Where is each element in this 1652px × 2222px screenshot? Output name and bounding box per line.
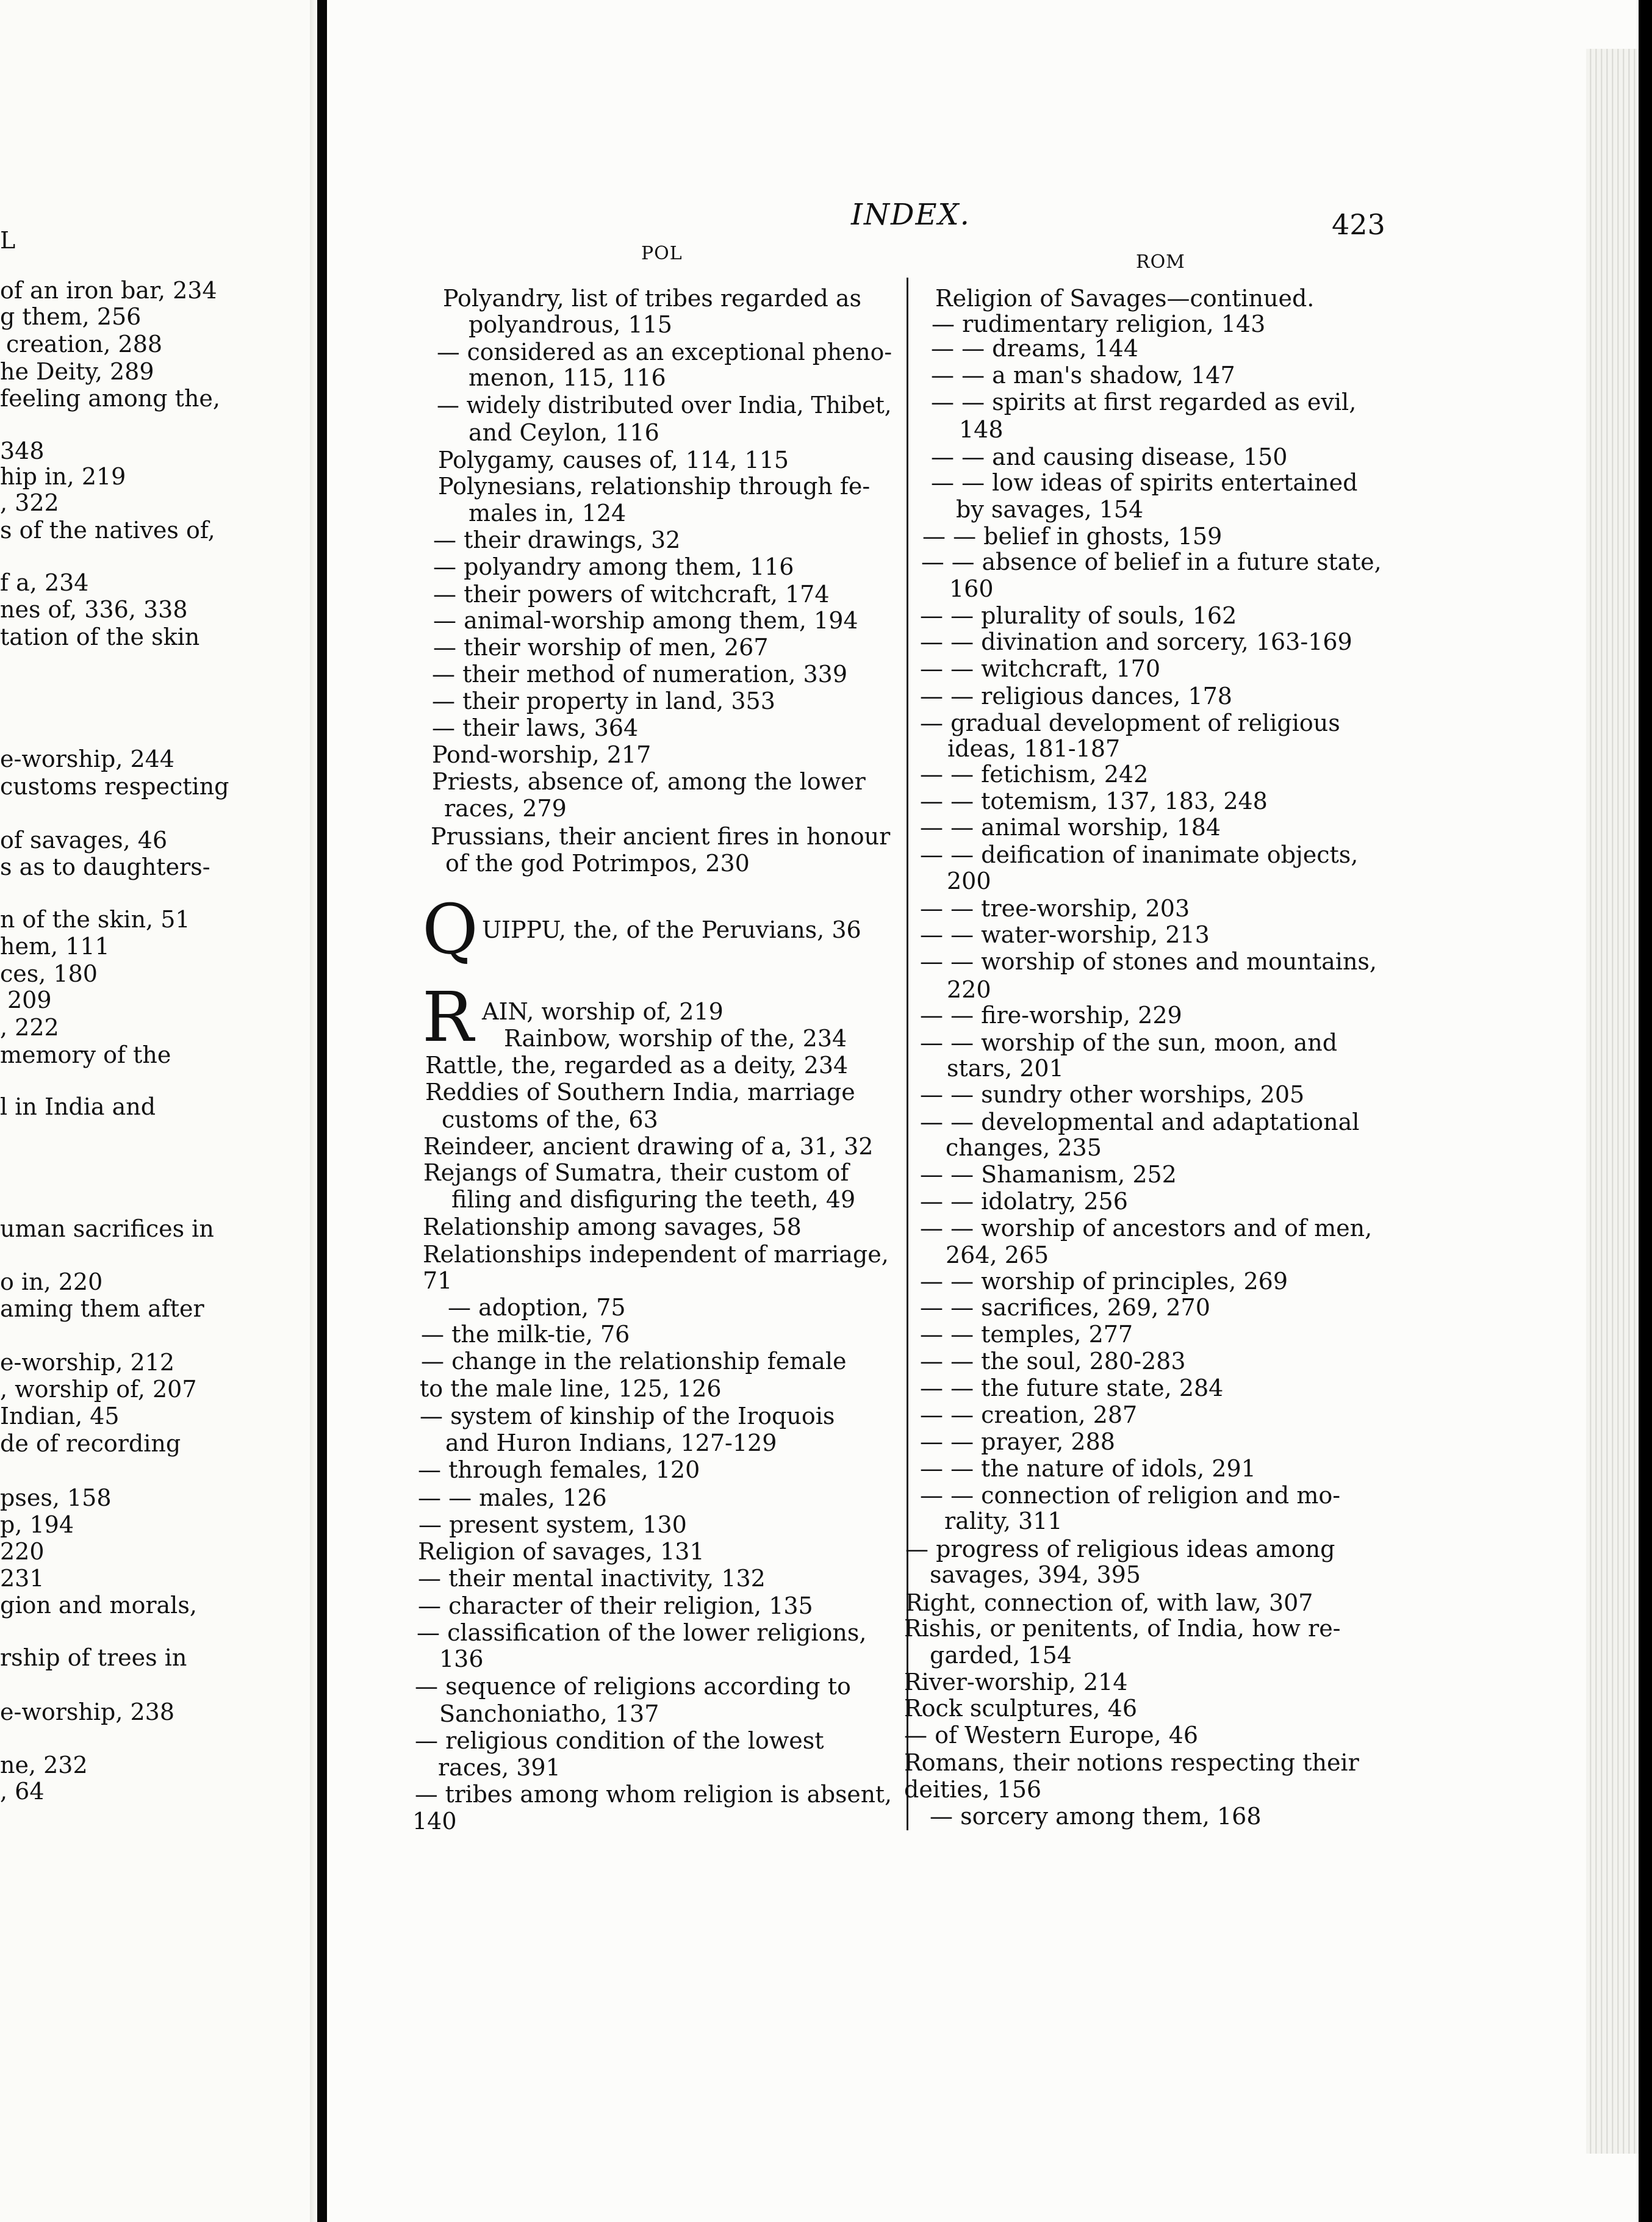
index-entry-line: Polyandry, list of tribes regarded as: [443, 285, 862, 312]
index-entry-line: — their drawings, 32: [433, 527, 681, 553]
index-entry-line: — their worship of men, 267: [433, 634, 769, 661]
left-page-line: hip in, 219: [0, 463, 126, 490]
book-gutter: [317, 0, 327, 2222]
index-entry-line: — — worship of the sun, moon, and: [920, 1029, 1338, 1056]
left-page-line: l in India and: [0, 1093, 156, 1120]
drop-cap-q: Q: [422, 890, 478, 969]
left-page-line: , 64: [0, 1778, 45, 1805]
index-entry-line: — considered as an exceptional pheno-: [437, 339, 892, 365]
index-entry-line: — — absence of belief in a future state,: [921, 548, 1382, 575]
index-entry-line: — — worship of ancestors and of men,: [920, 1215, 1373, 1242]
left-page-line: s as to daughters-: [0, 854, 210, 880]
left-page-line: p, 194: [0, 1511, 74, 1538]
index-entry-line: Reddies of Southern India, marriage: [425, 1079, 855, 1106]
left-page-line: L: [0, 227, 16, 254]
index-entry-line: 264, 265: [946, 1242, 1049, 1268]
index-entry-line: Sanchoniatho, 137: [439, 1700, 659, 1727]
running-header-title: INDEX.: [851, 198, 971, 232]
left-page-line: customs respecting: [0, 773, 229, 800]
index-entry-line: — — Shamanism, 252: [920, 1161, 1177, 1188]
index-entry-line: — — and causing disease, 150: [931, 444, 1288, 470]
index-entry-line: — — religious dances, 178: [920, 683, 1232, 710]
index-entry-line: 71: [423, 1267, 453, 1294]
index-entry-line: — character of their religion, 135: [418, 1592, 813, 1619]
index-entry-line: — — totemism, 137, 183, 248: [920, 788, 1268, 814]
left-page-line: 348: [0, 437, 45, 464]
index-entry-line: Relationships independent of marriage,: [423, 1241, 889, 1268]
left-page-line: aming them after: [0, 1295, 204, 1322]
left-page-edge: [310, 0, 317, 2222]
left-page-line: e-worship, 244: [0, 746, 175, 772]
left-page-line: tation of the skin: [0, 624, 200, 650]
index-entry-line: — — sundry other worships, 205: [920, 1081, 1305, 1108]
catchword-left-column: POL: [641, 243, 683, 264]
index-entry-line: AIN, worship of, 219: [482, 998, 724, 1025]
index-entry-line: — — tree-worship, 203: [920, 895, 1190, 922]
index-entry-line: races, 391: [438, 1754, 561, 1781]
left-page-line: n of the skin, 51: [0, 906, 190, 933]
index-entry-line: — change in the relationship female: [421, 1348, 847, 1375]
index-entry-line: garded, 154: [930, 1642, 1072, 1669]
index-entry-line: ideas, 181-187: [947, 735, 1121, 762]
index-entry-line: — — fetichism, 242: [920, 761, 1149, 788]
index-entry-line: Polygamy, causes of, 114, 115: [438, 447, 789, 473]
index-entry-line: — — the soul, 280-283: [920, 1348, 1186, 1375]
index-entry-line: races, 279: [444, 795, 567, 822]
index-entry-line: — widely distributed over India, Thibet,: [437, 392, 892, 419]
left-page-line: hem, 111: [0, 933, 110, 960]
left-page-line: 231: [0, 1565, 45, 1592]
index-entry-line: — — worship of stones and mountains,: [920, 948, 1377, 975]
index-entry-line: Prussians, their ancient fires in honour: [431, 823, 891, 850]
index-entry-line: 220: [947, 976, 991, 1003]
index-entry-line: — polyandry among them, 116: [433, 553, 794, 580]
left-page-line: creation, 288: [6, 331, 163, 358]
left-page-line: , worship of, 207: [0, 1376, 197, 1403]
left-page-line: e-worship, 212: [0, 1349, 175, 1376]
index-entry-line: — their powers of witchcraft, 174: [433, 581, 830, 608]
index-entry-line: — — animal worship, 184: [920, 814, 1221, 841]
left-page-line: , 322: [0, 489, 59, 516]
index-entry-line: filing and disfiguring the teeth, 49: [451, 1186, 856, 1213]
index-entry-line: males in, 124: [469, 500, 627, 527]
index-entry-line: — — deification of inanimate objects,: [920, 841, 1359, 868]
index-entry-line: — — witchcraft, 170: [920, 655, 1160, 682]
index-entry-line: — — low ideas of spirits entertained: [931, 469, 1358, 496]
index-entry-line: and Ceylon, 116: [469, 419, 659, 446]
page-number: 423: [1332, 208, 1385, 241]
left-page-line: 220: [0, 1538, 45, 1565]
index-entry-line: — classification of the lower religions,: [417, 1619, 867, 1646]
left-page-line: uman sacrifices in: [0, 1215, 214, 1242]
index-entry-line: — gradual development of religious: [920, 710, 1340, 736]
left-page-line: 209: [7, 987, 52, 1013]
index-entry-line: — — fire-worship, 229: [920, 1002, 1182, 1029]
left-page-line: de of recording: [0, 1430, 181, 1457]
index-entry-line: 200: [947, 868, 991, 894]
index-entry-line: UIPPU, the, of the Peruvians, 36: [482, 916, 861, 943]
index-entry-line: — — idolatry, 256: [920, 1188, 1128, 1215]
left-page-line: rship of trees in: [0, 1644, 187, 1671]
index-entry-line: — — the future state, 284: [920, 1375, 1224, 1401]
index-entry-line: Romans, their notions respecting their: [904, 1749, 1359, 1776]
index-entry-line: savages, 394, 395: [930, 1561, 1141, 1588]
index-entry-line: menon, 115, 116: [469, 364, 666, 391]
index-entry-line: — adoption, 75: [448, 1294, 626, 1321]
index-entry-line: rality, 311: [944, 1508, 1063, 1534]
index-entry-line: — — temples, 277: [920, 1321, 1133, 1348]
index-entry-line: — — creation, 287: [920, 1401, 1138, 1428]
index-entry-line: deities, 156: [904, 1776, 1042, 1803]
index-entry-line: — religious condition of the lowest: [415, 1727, 824, 1754]
index-entry-line: — — water-worship, 213: [920, 921, 1210, 948]
index-entry-line: — their method of numeration, 339: [432, 661, 848, 688]
drop-cap-r: R: [422, 978, 474, 1057]
index-entry-line: — through females, 120: [418, 1456, 700, 1483]
index-entry-line: — — dreams, 144: [931, 335, 1139, 362]
index-entry-line: 160: [949, 575, 994, 602]
left-page-line: nes of, 336, 338: [0, 596, 188, 623]
index-entry-line: — — plurality of souls, 162: [920, 602, 1237, 629]
index-entry-line: — — a man's shadow, 147: [931, 362, 1235, 389]
left-page-line: Indian, 45: [0, 1403, 120, 1429]
index-entry-line: Pond-worship, 217: [432, 741, 652, 768]
index-entry-line: and Huron Indians, 127-129: [445, 1429, 777, 1456]
index-entry-line: — — sacrifices, 269, 270: [920, 1294, 1210, 1321]
left-page-line: s of the natives of,: [0, 517, 215, 544]
index-entry-line: — their laws, 364: [432, 714, 639, 741]
index-entry-line: — present system, 130: [418, 1511, 687, 1538]
index-entry-line: Priests, absence of, among the lower: [432, 768, 866, 795]
left-page-line: pses, 158: [0, 1484, 112, 1511]
index-entry-line: — their property in land, 353: [432, 688, 775, 714]
index-entry-line: — — connection of religion and mo-: [920, 1482, 1341, 1509]
index-entry-line: by savages, 154: [956, 496, 1144, 523]
left-page-line: of savages, 46: [0, 827, 168, 854]
index-entry-line: — — divination and sorcery, 163-169: [920, 628, 1352, 655]
index-entry-line: stars, 201: [947, 1055, 1064, 1082]
index-entry-line: — — males, 126: [418, 1484, 607, 1511]
index-entry-line: to the male line, 125, 126: [420, 1375, 722, 1402]
catchword-right-column: ROM: [1136, 251, 1185, 273]
index-entry-line: — animal-worship among them, 194: [433, 607, 858, 634]
index-entry-line: — — belief in ghosts, 159: [922, 523, 1223, 550]
index-entry-line: — sorcery among them, 168: [930, 1803, 1262, 1830]
left-page-line: ces, 180: [0, 960, 98, 987]
left-page-line: memory of the: [0, 1041, 171, 1068]
index-entry-line: — — prayer, 288: [920, 1428, 1115, 1455]
index-entry-line: — rudimentary religion, 143: [932, 311, 1266, 337]
index-entry-line: — system of kinship of the Iroquois: [420, 1403, 835, 1429]
index-entry-line: — their mental inactivity, 132: [418, 1565, 766, 1592]
index-entry-line: — progress of religious ideas among: [905, 1536, 1335, 1562]
index-entry-line: — — developmental and adaptational: [920, 1109, 1360, 1135]
index-entry-line: — — worship of principles, 269: [920, 1268, 1288, 1295]
index-entry-line: River-worship, 214: [904, 1669, 1128, 1695]
index-entry-line: of the god Potrimpos, 230: [445, 850, 750, 877]
index-entry-line: Rishis, or penitents, of India, how re-: [904, 1615, 1341, 1642]
index-entry-line: 140: [412, 1808, 457, 1835]
left-page-line: e-worship, 238: [0, 1699, 175, 1725]
left-page-line: ne, 232: [0, 1752, 88, 1778]
index-entry-line: — sequence of religions according to: [415, 1673, 851, 1700]
index-entry-line: 136: [439, 1645, 484, 1672]
index-entry-line: — — spirits at first regarded as evil,: [931, 389, 1357, 415]
index-entry-line: polyandrous, 115: [469, 311, 672, 338]
index-entry-line: 148: [959, 416, 1004, 443]
index-entry-line: — the milk-tie, 76: [421, 1321, 630, 1348]
index-entry-line: Reindeer, ancient drawing of a, 31, 32: [423, 1133, 874, 1160]
index-entry-line: Rainbow, worship of the, 234: [504, 1025, 847, 1052]
index-entry-line: changes, 235: [946, 1134, 1102, 1161]
index-entry-line: Rock sculptures, 46: [904, 1695, 1138, 1722]
index-entry-line: Polynesians, relationship through fe-: [438, 473, 871, 500]
left-page-line: , 222: [0, 1014, 59, 1041]
index-entry-line: — tribes among whom religion is absent,: [415, 1781, 892, 1808]
index-entry-line: Religion of Savages—continued.: [935, 285, 1315, 312]
left-page-line: of an iron bar, 234: [0, 277, 217, 304]
left-page-line: he Deity, 289: [0, 358, 154, 385]
index-entry-line: — of Western Europe, 46: [904, 1722, 1199, 1749]
index-entry-line: Rattle, the, regarded as a deity, 234: [425, 1052, 849, 1079]
index-entry-line: Religion of savages, 131: [418, 1538, 705, 1565]
index-entry-line: Rejangs of Sumatra, their custom of: [423, 1159, 849, 1186]
index-entry-line: customs of the, 63: [442, 1106, 658, 1133]
page-edge: [1586, 49, 1639, 2154]
index-entry-line: Relationship among savages, 58: [423, 1213, 802, 1240]
left-page: [0, 0, 317, 2222]
left-page-line: o in, 220: [0, 1268, 103, 1295]
index-entry-line: — — the nature of idols, 291: [920, 1455, 1256, 1482]
left-page-line: g them, 256: [0, 303, 142, 330]
left-page-line: f a, 234: [0, 569, 89, 596]
index-entry-line: Right, connection of, with law, 307: [905, 1589, 1313, 1616]
left-page-line: feeling among the,: [0, 385, 220, 412]
left-page-line: gion and morals,: [0, 1592, 197, 1619]
